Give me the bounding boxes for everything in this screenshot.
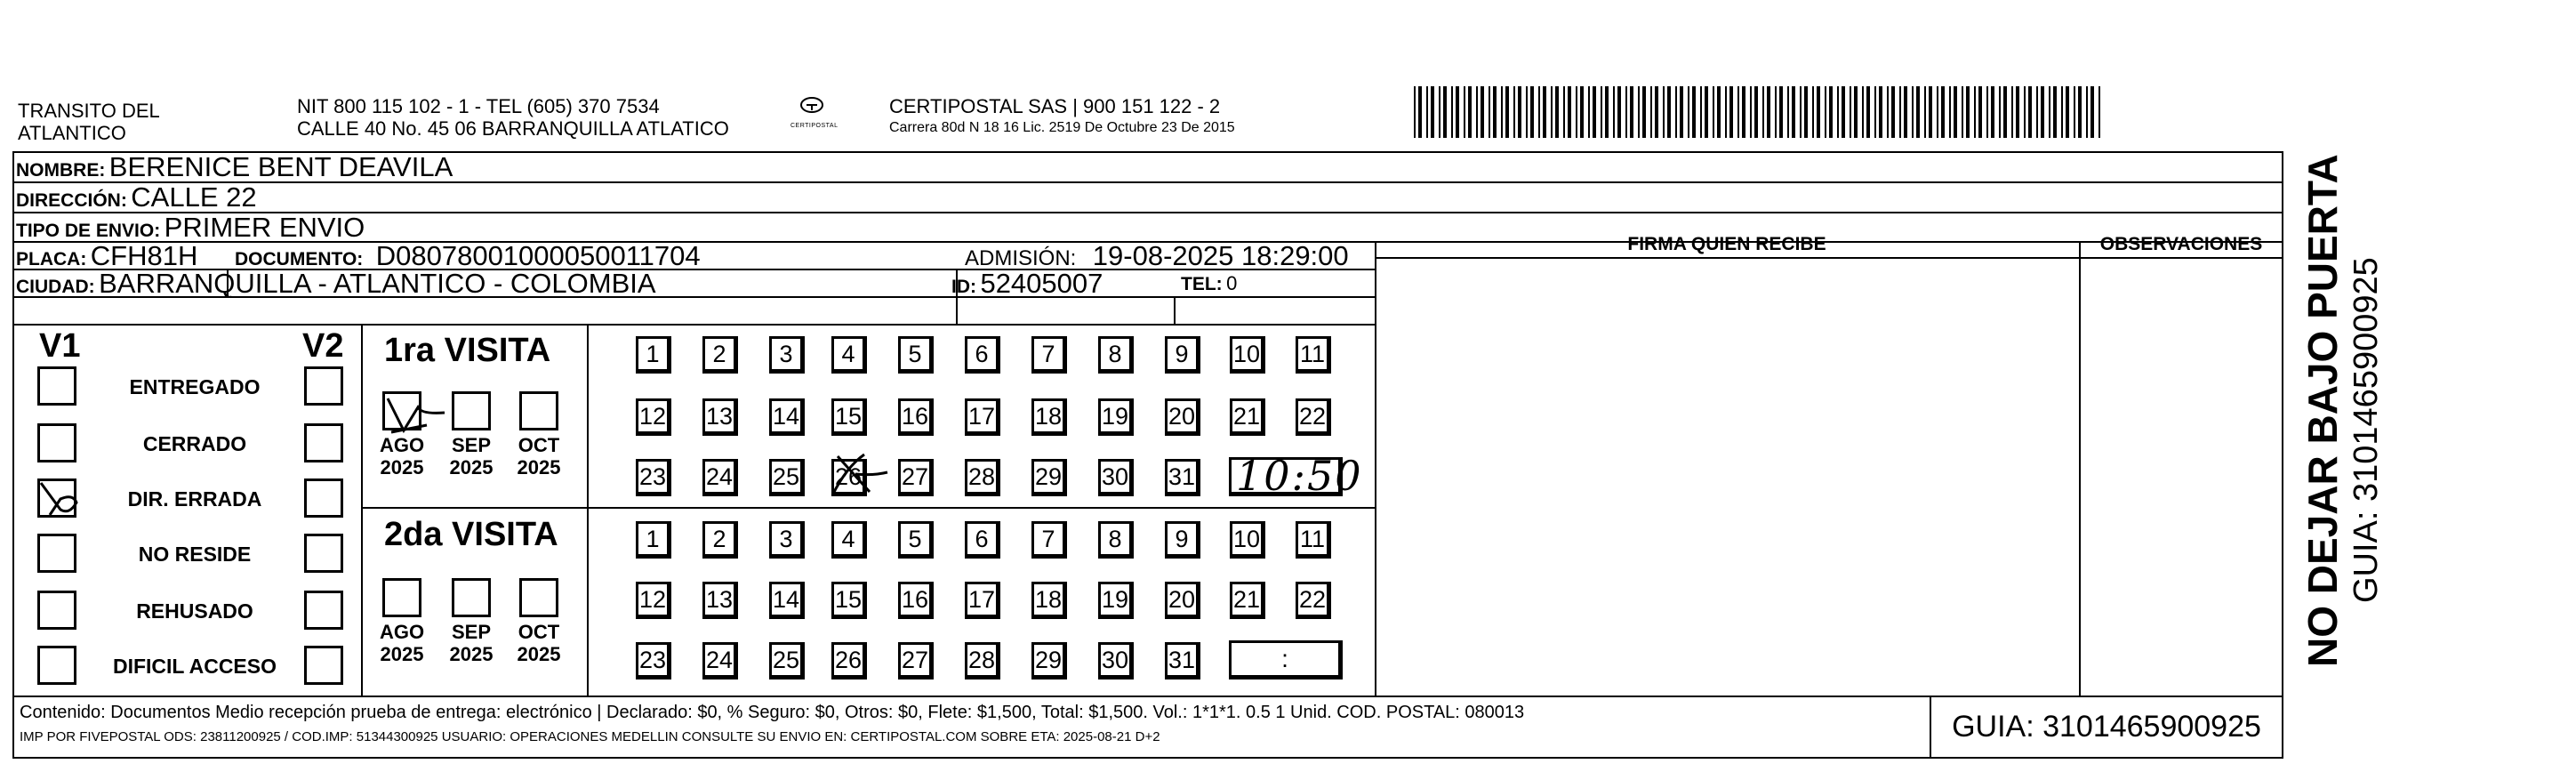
visit1-time-written: 10:50: [1236, 452, 1363, 500]
visit2-month-label-ago: [375, 621, 429, 665]
visit2-day-4[interactable]: 4: [831, 521, 867, 559]
visit2-day-8[interactable]: 8: [1098, 521, 1134, 559]
visit1-day-7[interactable]: 7: [1031, 336, 1067, 374]
visit1-day-6[interactable]: 6: [965, 336, 1000, 374]
barcode-bar: [1456, 86, 1459, 138]
ciudad-label: CIUDAD:: [16, 277, 95, 297]
v2-label: V2: [302, 327, 344, 365]
barcode-bar: [1688, 86, 1689, 138]
barcode-bar: [1866, 86, 1870, 138]
visit1-day-27[interactable]: 27: [898, 459, 934, 496]
barcode-bar: [1904, 86, 1907, 138]
barcode-bar: [2061, 86, 2063, 138]
visit2-day-30[interactable]: 30: [1098, 642, 1134, 679]
direccion-label: DIRECCIÓN:: [16, 190, 127, 211]
barcode-bar: [1526, 86, 1528, 138]
barcode-bar: [1941, 86, 1945, 138]
visit2-day-12[interactable]: 12: [636, 582, 671, 619]
visit1-day-14[interactable]: 14: [769, 398, 805, 436]
visit2-day-23[interactable]: 23: [636, 642, 671, 679]
status-label-dir-errada: DIR. ERRADA: [127, 487, 262, 511]
visit1-day-10[interactable]: 10: [1230, 336, 1265, 374]
barcode-bar: [1538, 86, 1540, 138]
v1-checkbox-rehusado[interactable]: [37, 591, 76, 630]
barcode-bar: [2003, 86, 2007, 138]
barcode-bar: [1563, 86, 1565, 138]
barcode-bar: [1655, 86, 1658, 138]
barcode-bar: [1916, 86, 1920, 138]
barcode-bar: [1692, 86, 1696, 138]
nombre-value: BERENICE BENT DEAVILA: [108, 151, 453, 182]
status-label-entregado: ENTREGADO: [129, 375, 261, 398]
barcode-bar: [1605, 86, 1609, 138]
barcode-bar: [1468, 86, 1472, 138]
barcode-bar: [1580, 86, 1584, 138]
barcode-bar: [1978, 86, 1982, 138]
barcode-bar: [1775, 86, 1777, 138]
tipo-label: TIPO DE ENVIO:: [16, 221, 161, 241]
barcode-bar: [1999, 86, 2001, 138]
barcode-bar: [2016, 86, 2019, 138]
visit1-day-21[interactable]: 21: [1230, 398, 1265, 436]
barcode-bar: [1414, 86, 1416, 138]
visit1-day-29[interactable]: 29: [1031, 459, 1067, 496]
barcode-bar: [2066, 86, 2069, 138]
visit1-day-4[interactable]: 4: [831, 336, 867, 374]
visit2-title: 2da VISITA: [384, 516, 558, 553]
visit1-title: 1ra VISITA: [384, 332, 551, 369]
barcode-bar: [1891, 86, 1895, 138]
visit1-month-name: OCT: [518, 434, 560, 456]
visit1-day-31[interactable]: 31: [1165, 459, 1200, 496]
tel-label: TEL:: [1181, 274, 1223, 294]
barcode-bar: [1966, 86, 1970, 138]
status-label-dificil-acceso: DIFICIL ACCESO: [112, 655, 277, 678]
visit1-day-17[interactable]: 17: [965, 398, 1000, 436]
visit1-day-16[interactable]: 16: [898, 398, 934, 436]
barcode-bar: [1742, 86, 1745, 138]
barcode-bar: [1638, 86, 1640, 138]
barcode-bar: [1705, 86, 1708, 138]
barcode-bar: [1568, 86, 1571, 138]
v2-checkbox-rehusado[interactable]: [304, 591, 343, 630]
placa-label: PLACA:: [16, 249, 87, 269]
v2-checkbox-dir-errada[interactable]: [304, 478, 343, 518]
barcode-bar: [1912, 86, 1914, 138]
observaciones-header: OBSERVACIONES: [2099, 234, 2263, 254]
visit1-month-year: 2025: [517, 456, 561, 478]
barcode-bar: [1825, 86, 1826, 138]
ciudad-value: BARRANQUILLA - ATLANTICO - COLOMBIA: [99, 268, 656, 299]
visit2-day-31[interactable]: 31: [1165, 642, 1200, 679]
barcode-bar: [1842, 86, 1845, 138]
firma-header: FIRMA QUIEN RECIBE: [1627, 234, 1826, 254]
barcode-bar: [1812, 86, 1814, 138]
barcode-bar: [1617, 86, 1621, 138]
barcode-bar: [1613, 86, 1615, 138]
visit2-month-checkbox-oct[interactable]: [519, 578, 558, 617]
barcode-bar: [1713, 86, 1714, 138]
visit2-day-26[interactable]: 26: [831, 642, 867, 679]
v1-checkbox-dificil-acceso[interactable]: [37, 646, 76, 685]
visit1-ago-checkmark-icon: [382, 391, 453, 445]
barcode-bar: [2078, 86, 2082, 138]
visit2-day-5[interactable]: 5: [898, 521, 934, 559]
barcode-bar: [1879, 86, 1882, 138]
visit1-day-8[interactable]: 8: [1098, 336, 1134, 374]
visit1-day-22[interactable]: 22: [1296, 398, 1331, 436]
barcode-bar: [1650, 86, 1652, 138]
visit1-day-11[interactable]: 11: [1296, 336, 1331, 374]
visit2-day-29[interactable]: 29: [1031, 642, 1067, 679]
barcode-bar: [1954, 86, 1957, 138]
barcode-bar: [1737, 86, 1739, 138]
visit2-month-year: 2025: [380, 643, 424, 665]
visit2-day-25[interactable]: 25: [769, 642, 805, 679]
barcode-bar: [1767, 86, 1770, 138]
v2-checkbox-cerrado[interactable]: [304, 423, 343, 462]
barcode-bar: [1593, 86, 1596, 138]
barcode-bar: [1937, 86, 1938, 138]
barcode-bar: [1899, 86, 1901, 138]
dir-errada-checkmark-icon: [34, 476, 87, 520]
barcode-bar: [2049, 86, 2050, 138]
barcode-bar: [2086, 86, 2088, 138]
id-row: [951, 269, 1103, 297]
barcode-bar: [1924, 86, 1926, 138]
barcode-bar: [2099, 86, 2100, 138]
sender-address: CALLE 40 No. 45 06 BARRANQUILLA ATLATICO: [297, 117, 729, 140]
courier-logo: [790, 92, 844, 142]
sender-name: [18, 100, 160, 144]
visit2-time-box: [1229, 640, 1343, 679]
barcode-bar: [1642, 86, 1646, 138]
barcode-bar: [1588, 86, 1590, 138]
barcode-bar: [1426, 86, 1428, 138]
visit2-day-16[interactable]: 16: [898, 582, 934, 619]
visit1-month-label-oct: [512, 434, 566, 478]
barcode-bar: [1543, 86, 1546, 138]
visit2-day-9[interactable]: 9: [1165, 521, 1200, 559]
courier-info: [889, 95, 1235, 136]
day-26-strike-icon: [829, 449, 891, 503]
visit1-month-checkbox-oct[interactable]: [519, 391, 558, 430]
visit2-month-name: AGO: [379, 621, 425, 643]
v1-checkbox-cerrado[interactable]: [37, 423, 76, 462]
barcode-bar: [1493, 86, 1497, 138]
visit2-day-24[interactable]: 24: [702, 642, 738, 679]
barcode-bar: [1729, 86, 1733, 138]
sender-line-2: ATLANTICO: [18, 122, 126, 144]
direccion-value: CALLE 22: [131, 181, 257, 213]
nombre-label: NOMBRE:: [16, 160, 106, 181]
status-label-cerrado: CERRADO: [142, 432, 247, 455]
visit2-month-checkbox-sep[interactable]: [452, 578, 491, 617]
visit1-day-12[interactable]: 12: [636, 398, 671, 436]
documento-label: DOCUMENTO:: [235, 249, 364, 269]
barcode-bar: [1800, 86, 1802, 138]
visit1-day-9[interactable]: 9: [1165, 336, 1200, 374]
visit1-day-24[interactable]: 24: [702, 459, 738, 496]
barcode-bar: [1986, 86, 1988, 138]
visit2-day-6[interactable]: 6: [965, 521, 1000, 559]
visit1-day-25[interactable]: 25: [769, 459, 805, 496]
visit1-day-20[interactable]: 20: [1165, 398, 1200, 436]
admision-value: 19-08-2025 18:29:00: [1092, 240, 1349, 271]
visit2-month-name: SEP: [451, 621, 492, 643]
barcode-bar: [2024, 86, 2026, 138]
barcode-bar: [1667, 86, 1671, 138]
visit1-day-5[interactable]: 5: [898, 336, 934, 374]
visit2-day-27[interactable]: 27: [898, 642, 934, 679]
status-label-no-reside: NO RESIDE: [138, 543, 252, 566]
direccion-row: [16, 183, 257, 211]
visit1-month-name: AGO: [379, 434, 425, 456]
visit2-time-placeholder: :: [1281, 645, 1288, 672]
visit2-day-13[interactable]: 13: [702, 582, 738, 619]
visit2-day-22[interactable]: 22: [1296, 582, 1331, 619]
barcode-bar: [2041, 86, 2044, 138]
courier-name: CERTIPOSTAL SAS | 900 151 122 - 2: [889, 95, 1221, 117]
barcode-bar: [1862, 86, 1864, 138]
barcode-bar: [1817, 86, 1820, 138]
id-value: 52405007: [980, 268, 1103, 299]
barcode-bar: [1439, 86, 1440, 138]
visit2-day-10[interactable]: 10: [1230, 521, 1265, 559]
visit2-day-15[interactable]: 15: [831, 582, 867, 619]
barcode-bar: [1887, 86, 1889, 138]
barcode-bar: [2028, 86, 2032, 138]
barcode-bar: [1949, 86, 1951, 138]
visit2-month-label-sep: [445, 621, 498, 665]
visit1-day-13[interactable]: 13: [702, 398, 738, 436]
barcode-bar: [1717, 86, 1721, 138]
visit1-day-1[interactable]: 1: [636, 336, 671, 374]
visit1-day-28[interactable]: 28: [965, 459, 1000, 496]
status-label-rehusado: REHUSADO: [136, 599, 253, 623]
placa-value: CFH81H: [90, 240, 198, 271]
barcode-bar: [1576, 86, 1577, 138]
barcode-bar: [1974, 86, 1976, 138]
visit1-day-18[interactable]: 18: [1031, 398, 1067, 436]
side-guia: GUIA: 3101465900925: [2347, 257, 2385, 603]
visit2-day-18[interactable]: 18: [1031, 582, 1067, 619]
visit1-day-23[interactable]: 23: [636, 459, 671, 496]
barcode-bar: [1518, 86, 1521, 138]
barcode-bar: [1601, 86, 1602, 138]
barcode-bar: [1481, 86, 1484, 138]
sender-info: [297, 95, 729, 140]
barcode-bar: [1464, 86, 1465, 138]
barcode-bar: [1451, 86, 1453, 138]
visit1-day-3[interactable]: 3: [769, 336, 805, 374]
visit2-day-20[interactable]: 20: [1165, 582, 1200, 619]
barcode-bar: [1874, 86, 1876, 138]
barcode: [1414, 86, 2107, 140]
visit2-day-11[interactable]: 11: [1296, 521, 1331, 559]
visit1-day-19[interactable]: 19: [1098, 398, 1134, 436]
barcode-bar: [1762, 86, 1764, 138]
barcode-bar: [1929, 86, 1932, 138]
footer-imp-line: IMP POR FIVEPOSTAL ODS: 23811200925 / COD.IMP: 51344300925 USUARIO: OPERACIONES MEDELLIN CONSULTE SU ENVIO EN: CERTIPOSTAL.COM SOBRE ETA: 2025-08-21 D+2: [20, 729, 1160, 744]
nombre-row: [16, 153, 453, 181]
barcode-bar: [1750, 86, 1752, 138]
barcode-bar: [1675, 86, 1677, 138]
barcode-bar: [1476, 86, 1478, 138]
barcode-bar: [1418, 86, 1422, 138]
visit1-month-year: 2025: [449, 456, 494, 478]
barcode-bar: [1489, 86, 1490, 138]
visit1-day-26[interactable]: 26: [831, 459, 867, 496]
barcode-bar: [2011, 86, 2013, 138]
tipo-row: [16, 213, 365, 241]
barcode-bar: [2074, 86, 2075, 138]
courier-logo-icon: [790, 92, 844, 142]
visit1-day-2[interactable]: 2: [702, 336, 738, 374]
barcode-bar: [1792, 86, 1795, 138]
sender-line-1: TRANSITO DEL: [18, 100, 160, 122]
side-warning: NO DEJAR BAJO PUERTA: [2299, 154, 2346, 667]
barcode-bar: [1663, 86, 1665, 138]
barcode-bar: [1991, 86, 1994, 138]
barcode-bar: [1630, 86, 1633, 138]
barcode-bar: [1443, 86, 1447, 138]
courier-logo-text: CERTIPOSTAL: [790, 123, 839, 129]
v2-checkbox-entregado[interactable]: [304, 366, 343, 406]
visit2-day-3[interactable]: 3: [769, 521, 805, 559]
visit2-month-year: 2025: [449, 643, 494, 665]
placa-row: [16, 242, 197, 269]
barcode-bar: [1680, 86, 1683, 138]
tel-row: [1181, 269, 1237, 297]
barcode-bar: [1625, 86, 1627, 138]
barcode-bar: [1530, 86, 1534, 138]
barcode-bar: [1787, 86, 1789, 138]
visit2-day-14[interactable]: 14: [769, 582, 805, 619]
visit2-day-2[interactable]: 2: [702, 521, 738, 559]
barcode-bar: [1850, 86, 1851, 138]
documento-row: [235, 242, 701, 269]
barcode-bar: [1962, 86, 1963, 138]
footer-content-line: Contenido: Documentos Medio recepción prueba de entrega: electrónico | Declarado: $0, % Seguro: $0, Otros: $0, Flete: $1,500, Total: $1,500. Vol.: 1*1*1. 0.5 1 Unid. COD. POSTAL: 080013: [20, 703, 1525, 722]
barcode-bar: [1431, 86, 1434, 138]
barcode-bar: [2036, 86, 2038, 138]
ciudad-row: [16, 269, 656, 297]
barcode-bar: [1779, 86, 1783, 138]
barcode-bar: [2053, 86, 2057, 138]
barcode-bar: [1505, 86, 1509, 138]
courier-address: Carrera 80d N 18 16 Lic. 2519 De Octubre 23 De 2015: [889, 120, 1235, 135]
visit1-month-checkbox-sep[interactable]: [452, 391, 491, 430]
visit2-day-1[interactable]: 1: [636, 521, 671, 559]
v2-checkbox-no-reside[interactable]: [304, 534, 343, 573]
v1-label: V1: [39, 327, 81, 365]
barcode-bar: [1854, 86, 1858, 138]
barcode-bar: [1804, 86, 1808, 138]
visit1-day-15[interactable]: 15: [831, 398, 867, 436]
v1-checkbox-entregado[interactable]: [37, 366, 76, 406]
barcode-bar: [1754, 86, 1758, 138]
barcode-bar: [1700, 86, 1702, 138]
footer-guia: GUIA: 3101465900925: [1952, 710, 2261, 744]
barcode-bar: [1551, 86, 1553, 138]
visit2-day-17[interactable]: 17: [965, 582, 1000, 619]
v2-checkbox-dificil-acceso[interactable]: [304, 646, 343, 685]
visit2-month-name: OCT: [518, 621, 560, 643]
visit1-month-year: 2025: [380, 456, 424, 478]
tipo-value: PRIMER ENVIO: [164, 212, 365, 243]
barcode-bar: [1501, 86, 1503, 138]
admision-label: ADMISIÓN:: [965, 246, 1077, 270]
visit2-day-7[interactable]: 7: [1031, 521, 1067, 559]
barcode-bar: [1513, 86, 1515, 138]
barcode-bar: [1837, 86, 1839, 138]
barcode-bar: [1829, 86, 1833, 138]
admision-row: [965, 242, 1349, 269]
sender-nit: NIT 800 115 102 - 1 - TEL (605) 370 7534: [297, 95, 660, 117]
documento-value: D08078001000050011704: [375, 240, 701, 271]
visit2-day-19[interactable]: 19: [1098, 582, 1134, 619]
barcode-bar: [1555, 86, 1559, 138]
v1-checkbox-no-reside[interactable]: [37, 534, 76, 573]
visit2-month-year: 2025: [517, 643, 561, 665]
visit2-day-21[interactable]: 21: [1230, 582, 1265, 619]
visit2-month-checkbox-ago[interactable]: [382, 578, 421, 617]
barcode-bar: [1725, 86, 1727, 138]
tel-value: 0: [1226, 272, 1238, 294]
visit2-month-label-oct: [512, 621, 566, 665]
visit1-month-name: SEP: [451, 434, 492, 456]
id-label: ID:: [951, 277, 976, 297]
barcode-bar: [2090, 86, 2094, 138]
visit2-day-28[interactable]: 28: [965, 642, 1000, 679]
visit1-day-30[interactable]: 30: [1098, 459, 1134, 496]
